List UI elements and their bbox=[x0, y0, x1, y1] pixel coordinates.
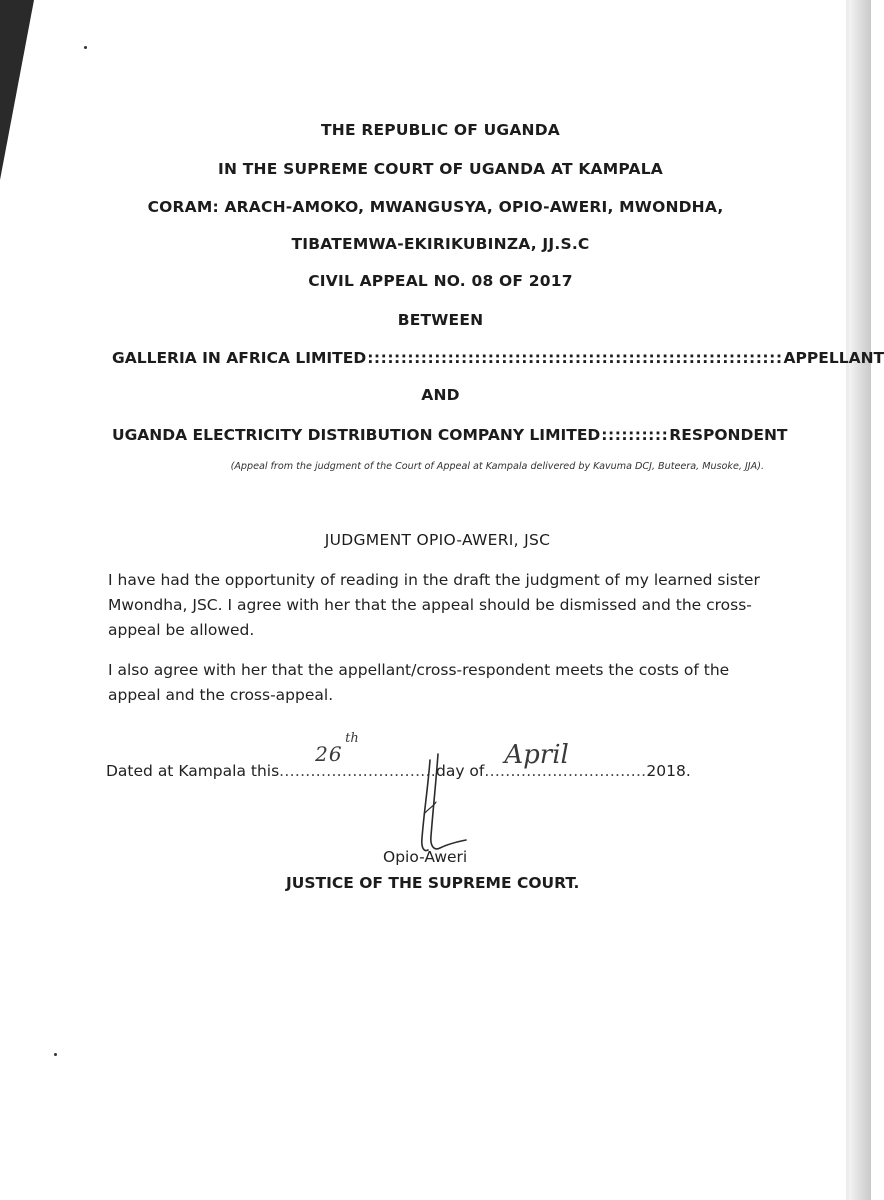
respondent-role: RESPONDENT bbox=[669, 426, 788, 444]
appeal-note: (Appeal from the judgment of the Court of Appeal at Kampala delivered by Kavuma DCJ, Buteera, Musoke, JJA). bbox=[230, 461, 764, 472]
coram-line-1: CORAM: ARACH-AMOKO, MWANGUSYA, OPIO-AWERI, MWONDHA, bbox=[147, 198, 724, 216]
dated-year: 2018. bbox=[646, 762, 691, 780]
and-heading: AND bbox=[421, 386, 460, 404]
respondent-separator: :::::::::: bbox=[601, 426, 669, 444]
between-heading: BETWEEN bbox=[397, 311, 484, 329]
respondent-name: UGANDA ELECTRICITY DISTRIBUTION COMPANY LIMITED bbox=[112, 426, 601, 444]
judgment-title: JUDGMENT OPIO-AWERI, JSC bbox=[324, 531, 551, 549]
appellant-separator: :::::::::::::::::::::::::::::::::::::::::::::::::::::::::::::: bbox=[367, 349, 783, 367]
case-number: CIVIL APPEAL NO. 08 OF 2017 bbox=[308, 272, 573, 290]
handwritten-month: April bbox=[504, 740, 569, 770]
dated-middle: day of bbox=[435, 762, 485, 780]
coram-line-2: TIBATEMWA-EKIRIKUBINZA, JJ.S.C bbox=[291, 235, 590, 253]
appellant-line bbox=[112, 349, 884, 367]
appellant-name: GALLERIA IN AFRICA LIMITED bbox=[112, 349, 367, 367]
judgment-paragraph-2: I also agree with her that the appellant/cross-respondent meets the costs of the appeal and the cross-appeal. bbox=[108, 661, 730, 704]
handwritten-day-suffix: th bbox=[345, 731, 359, 746]
signer-title: JUSTICE OF THE SUPREME COURT. bbox=[286, 874, 580, 892]
handwritten-day: 26 bbox=[315, 742, 343, 766]
scan-edge bbox=[849, 0, 871, 1200]
scan-speck bbox=[54, 1053, 57, 1056]
day-dots: .............................. bbox=[279, 762, 436, 780]
respondent-line bbox=[112, 426, 788, 444]
signature-mark bbox=[400, 752, 480, 862]
signer-name: Opio-Aweri bbox=[383, 848, 468, 866]
republic-heading: THE REPUBLIC OF UGANDA bbox=[321, 121, 560, 139]
scan-shadow-corner bbox=[0, 0, 34, 180]
month-field bbox=[484, 740, 647, 780]
dated-prefix: Dated at Kampala this bbox=[106, 762, 280, 780]
court-heading: IN THE SUPREME COURT OF UGANDA AT KAMPALA bbox=[218, 160, 663, 178]
scan-speck bbox=[84, 46, 87, 49]
month-dots: ............................... bbox=[484, 762, 647, 780]
appellant-role: APPELLANT bbox=[783, 349, 884, 367]
judgment-paragraph-1: I have had the opportunity of reading in the draft the judgment of my learned sister Mwondha, JSC. I agree with her that the appeal should be dismissed and the cross-appeal be allowed. bbox=[108, 571, 760, 639]
